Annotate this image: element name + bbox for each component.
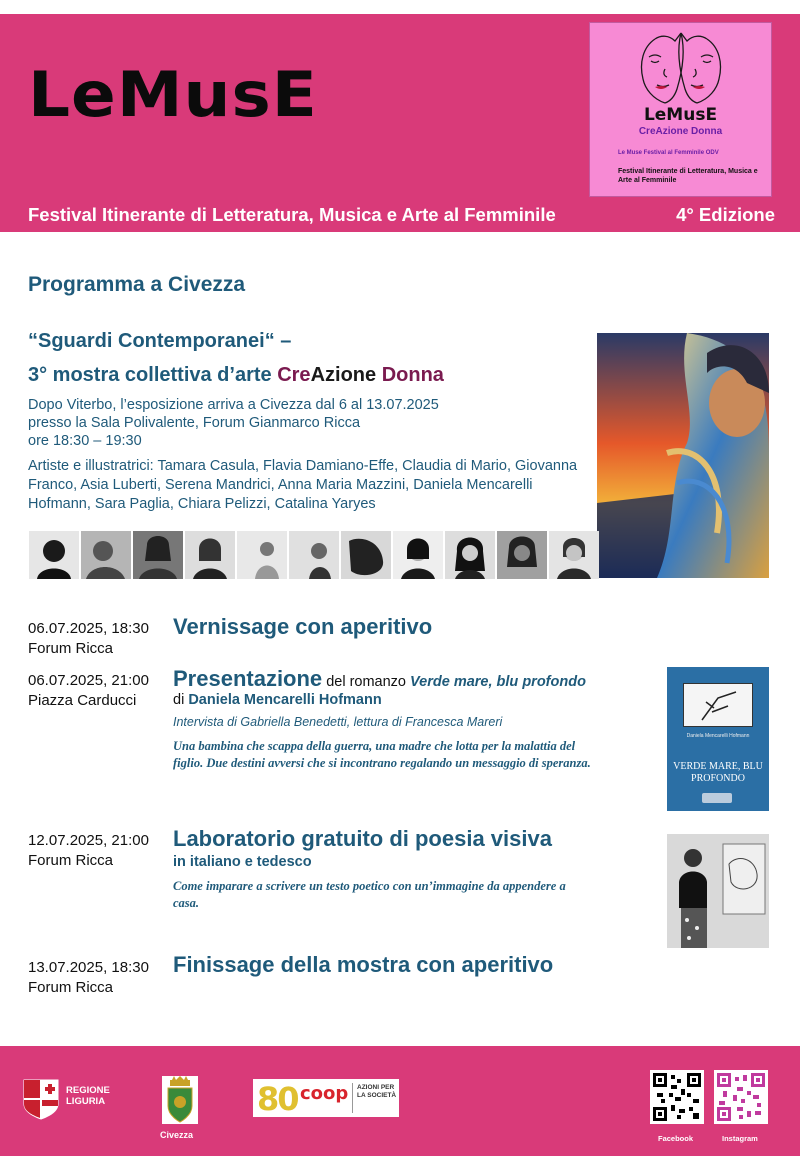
festival-tagline: Festival Itinerante di Letteratura, Musica e Arte al Femminile	[28, 204, 556, 225]
facebook-label: Facebook	[658, 1134, 694, 1143]
logo-title: LeMusE	[643, 105, 718, 125]
artist-photo	[81, 531, 131, 579]
event-description: Come imparare a scrivere un testo poetico con un’immagine da appendere a casa.	[173, 879, 566, 910]
book-cover	[667, 667, 769, 811]
logo-subtitle: CreAzione Donna	[638, 126, 723, 137]
brand-title: LeMusE	[28, 58, 318, 132]
faces-illustration-icon	[625, 29, 737, 105]
event-title: Finissage della mostra con aperitivo	[173, 952, 554, 977]
exhibition-azione: Azione	[310, 364, 377, 386]
civezza-label: Civezza	[160, 1130, 194, 1140]
instagram-qr-code[interactable]	[714, 1070, 768, 1124]
exhibition-hours: ore 18:30 – 19:30	[28, 433, 142, 449]
artist-photo	[185, 531, 235, 579]
coop-anniversary: 80	[257, 1080, 298, 1118]
artist-photo	[133, 531, 183, 579]
event-date: 06.07.2025, 21:00	[28, 672, 149, 689]
artist-photo	[549, 531, 599, 579]
exhibition-title: “Sguardi Contemporanei“ –	[28, 330, 292, 352]
book-cover-title: VERDE MARE, BLU PROFONDO	[673, 761, 763, 784]
event-title-connector: del romanzo	[322, 674, 411, 690]
header-banner	[0, 14, 800, 232]
exhibition-subtitle-prefix: 3° mostra collettiva d’arte	[28, 364, 278, 386]
logo-description: Festival Itinerante di Letteratura, Musica e Arte al Femminile	[618, 168, 758, 184]
artists-portraits	[29, 531, 599, 579]
workshop-photo	[667, 834, 769, 948]
artist-photo	[497, 531, 547, 579]
event-title-rest	[322, 674, 586, 690]
event-date-place	[28, 671, 149, 711]
facebook-qr-code[interactable]	[650, 1070, 704, 1124]
event-date-place	[28, 958, 149, 998]
exhibition-cre: Cre	[277, 364, 311, 386]
edition-label: 4° Edizione	[676, 204, 775, 225]
event-place: Forum Ricca	[28, 852, 114, 869]
book-author-line	[173, 692, 382, 708]
event-date: 06.07.2025, 18:30	[28, 620, 149, 637]
sponsors-footer	[0, 1046, 800, 1156]
event-title	[173, 666, 586, 692]
event-subtitle: in italiano e tedesco	[173, 854, 312, 870]
regione-liguria-logo	[22, 1078, 110, 1125]
event-place: Piazza Carducci	[28, 692, 137, 709]
artist-photo	[237, 531, 287, 579]
coop-wordmark: coop	[300, 1083, 349, 1104]
festival-logo	[589, 22, 772, 197]
program-title: Programma a Civezza	[28, 273, 246, 296]
event-date: 13.07.2025, 18:30	[28, 959, 149, 976]
artists-list: Artiste e illustratrici: Tamara Casula, Flavia Damiano-Effe, Claudia di Mario, Giovanna Franco, Asia Luberti, Serena Mandrici, Anna Maria Mazzini, Daniela Mencarelli Hofmann, Sara Paglia, Chiara Pelizzi, Catalina Yaryes	[28, 458, 578, 512]
logo-org: Le Muse Festival al Femminile ODV	[618, 150, 719, 156]
book-cover-author: Daniela Mencarelli Hofmann	[686, 733, 750, 739]
event-date-place	[28, 619, 149, 659]
book-cover-art	[683, 683, 753, 727]
artist-photo	[289, 531, 339, 579]
event-place: Forum Ricca	[28, 979, 114, 996]
artist-photo	[29, 531, 79, 579]
event-date-place	[28, 831, 149, 871]
exhibition-venue-line: Dopo Viterbo, l’esposizione arriva a Civezza dal 6 al 13.07.2025	[28, 397, 439, 413]
artist-photo	[445, 531, 495, 579]
exhibition-subtitle	[28, 364, 444, 387]
region-label: REGIONE LIGURIA	[66, 1085, 110, 1107]
publisher-logo	[702, 793, 732, 803]
event-place: Forum Ricca	[28, 640, 114, 657]
book-title: Verde mare, blu profondo	[410, 674, 586, 690]
interview-credits: Intervista di Gabriella Benedetti, lettura di Francesca Mareri	[173, 715, 503, 729]
coop-logo	[253, 1079, 399, 1117]
book-author: Daniela Mencarelli Hofmann	[188, 692, 382, 708]
event-title: Laboratorio gratuito di poesia visiva	[173, 826, 552, 851]
artist-photo	[341, 531, 391, 579]
book-description: Una bambina che scappa della guerra, una madre che lotta per la malattia del figlio. Due destini avversi che si incontrano regalando un messaggio di speranza.	[173, 739, 591, 770]
event-date: 12.07.2025, 21:00	[28, 832, 149, 849]
event-title: Vernissage con aperitivo	[173, 614, 433, 639]
exhibition-details	[28, 396, 588, 450]
coop-tagline: AZIONI PER LA SOCIETÀ	[357, 1084, 397, 1099]
civezza-crest	[162, 1076, 198, 1124]
event-title-main: Presentazione	[173, 666, 323, 691]
liguria-shield-icon	[22, 1078, 60, 1120]
artwork-image	[597, 333, 769, 578]
coop-divider	[352, 1083, 353, 1113]
exhibition-place-line: presso la Sala Polivalente, Forum Gianmarco Ricca	[28, 415, 361, 431]
instagram-label: Instagram	[722, 1134, 758, 1143]
artist-photo	[393, 531, 443, 579]
author-prefix: di	[173, 692, 189, 708]
exhibition-donna: Donna	[381, 364, 444, 386]
